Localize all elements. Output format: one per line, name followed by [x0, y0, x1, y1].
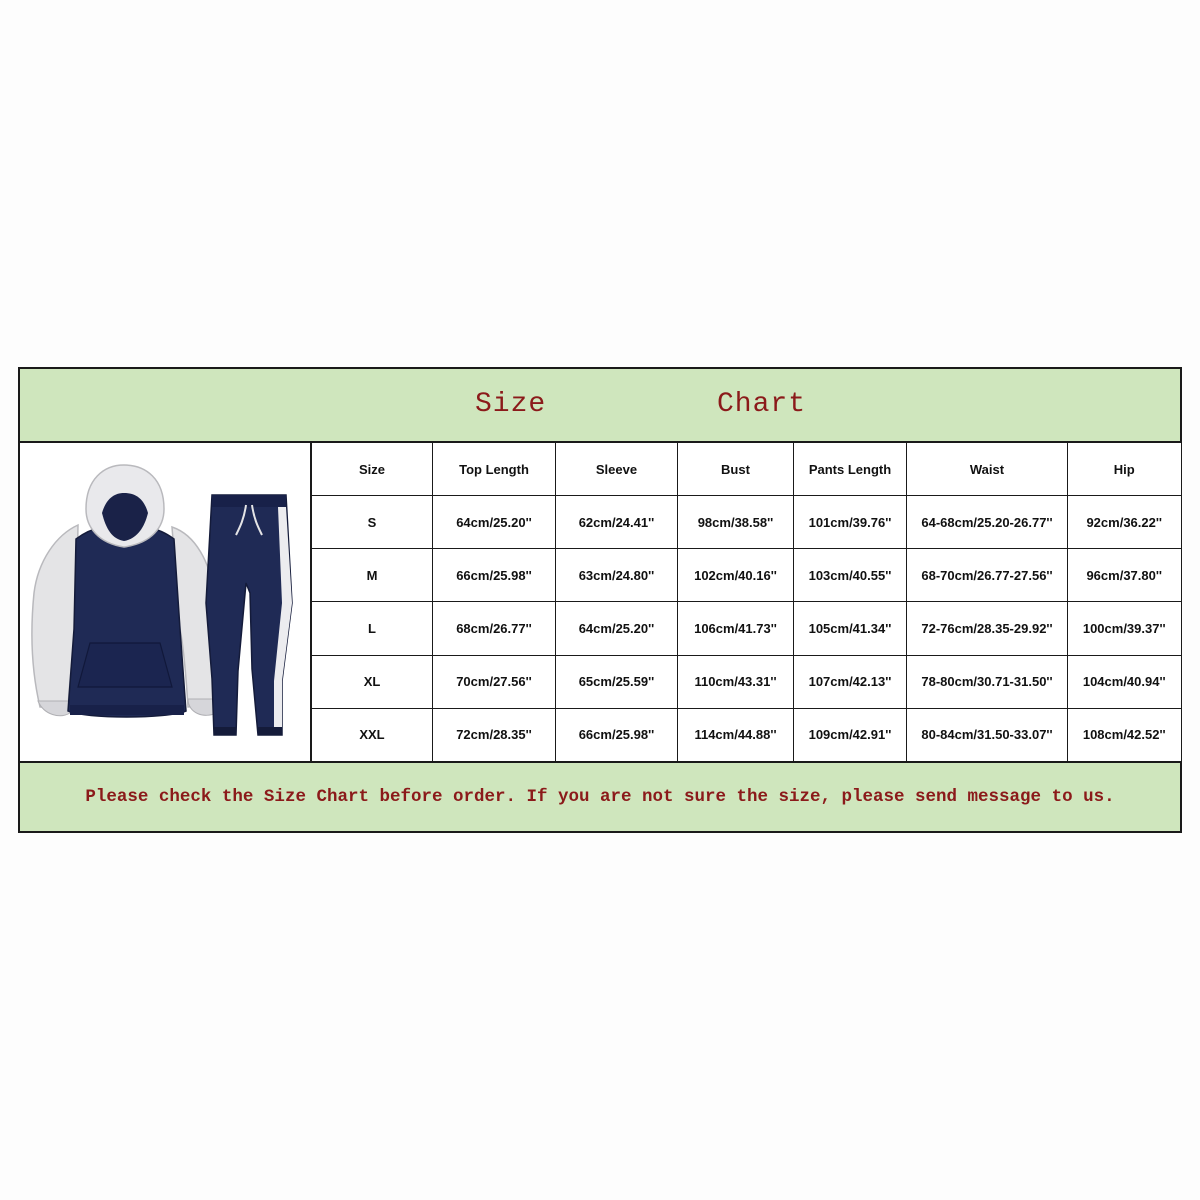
table-cell: 114cm/44.88'': [678, 708, 794, 761]
table-cell: 78-80cm/30.71-31.50'': [907, 655, 1068, 708]
size-chart: [18, 367, 1182, 833]
table-cell: 92cm/36.22'': [1068, 496, 1181, 549]
table-cell: 63cm/24.80'': [556, 549, 678, 602]
tracksuit-illustration: [20, 443, 310, 761]
table-cell: 110cm/43.31'': [678, 655, 794, 708]
table-cell: S: [312, 496, 433, 549]
table-cell: 66cm/25.98'': [556, 708, 678, 761]
table-row: [312, 655, 1181, 708]
table-cell: 105cm/41.34'': [794, 602, 907, 655]
table-cell: 106cm/41.73'': [678, 602, 794, 655]
column-header: Hip: [1068, 443, 1181, 496]
table-cell: 66cm/25.98'': [433, 549, 556, 602]
table-cell: 64-68cm/25.20-26.77'': [907, 496, 1068, 549]
table-cell: 64cm/25.20'': [556, 602, 678, 655]
table-cell: 108cm/42.52'': [1068, 708, 1181, 761]
hoodie-icon: [32, 465, 218, 717]
table-row: [312, 602, 1181, 655]
column-header: Sleeve: [556, 443, 678, 496]
table-cell: 102cm/40.16'': [678, 549, 794, 602]
table-cell: 100cm/39.37'': [1068, 602, 1181, 655]
table-cell: 68-70cm/26.77-27.56'': [907, 549, 1068, 602]
table-cell: 68cm/26.77'': [433, 602, 556, 655]
title-word-size: Size: [475, 389, 547, 420]
footer-banner: [20, 761, 1180, 831]
table-cell: 80-84cm/31.50-33.07'': [907, 708, 1068, 761]
table-cell: 62cm/24.41'': [556, 496, 678, 549]
table-row: [312, 708, 1181, 761]
footer-note: Please check the Size Chart before order. If you are not sure the size, please send message to us.: [85, 787, 1115, 807]
table-row: [312, 496, 1181, 549]
table-cell: 101cm/39.76'': [794, 496, 907, 549]
table-cell: 104cm/40.94'': [1068, 655, 1181, 708]
table-cell: 72-76cm/28.35-29.92'': [907, 602, 1068, 655]
table-cell: 72cm/28.35'': [433, 708, 556, 761]
column-header: Bust: [678, 443, 794, 496]
table-cell: 96cm/37.80'': [1068, 549, 1181, 602]
jogger-pants-icon: [206, 495, 292, 735]
table-cell: L: [312, 602, 433, 655]
table-cell: 107cm/42.13'': [794, 655, 907, 708]
title-word-chart: Chart: [717, 389, 807, 420]
column-header: Waist: [907, 443, 1068, 496]
column-header: Pants Length: [794, 443, 907, 496]
size-table: [311, 443, 1181, 761]
title-banner: [20, 369, 1180, 443]
table-cell: 65cm/25.59'': [556, 655, 678, 708]
table-header-row: [312, 443, 1181, 496]
table-cell: XL: [312, 655, 433, 708]
table-row: [312, 549, 1181, 602]
table-cell: 103cm/40.55'': [794, 549, 907, 602]
column-header: Top Length: [433, 443, 556, 496]
table-cell: XXL: [312, 708, 433, 761]
table-cell: M: [312, 549, 433, 602]
table-cell: 98cm/38.58'': [678, 496, 794, 549]
table-cell: 109cm/42.91'': [794, 708, 907, 761]
table-cell: 70cm/27.56'': [433, 655, 556, 708]
column-header: Size: [312, 443, 433, 496]
product-image: [20, 443, 311, 761]
table-cell: 64cm/25.20'': [433, 496, 556, 549]
